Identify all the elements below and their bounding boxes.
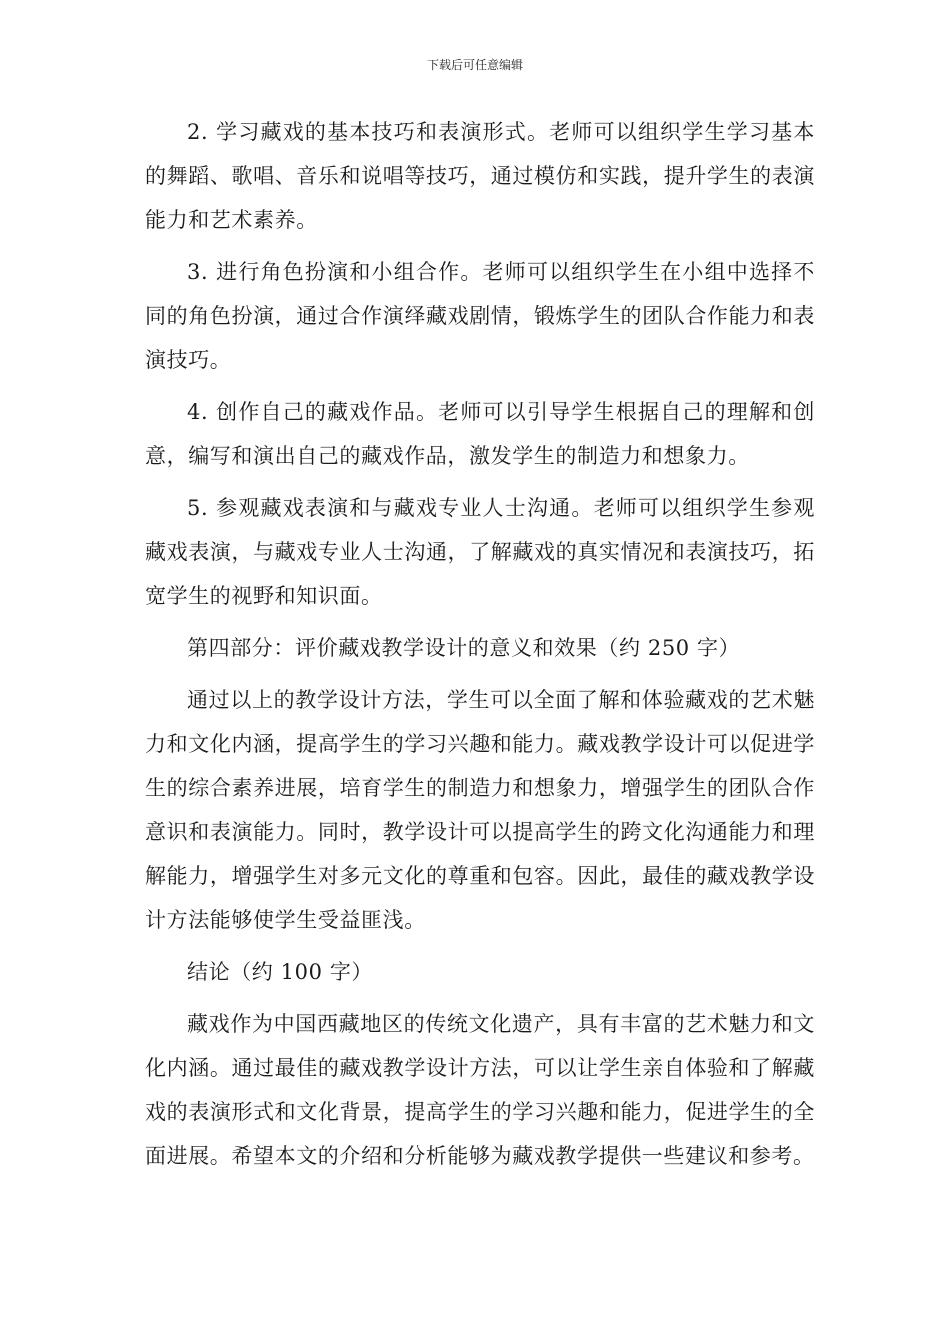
- document-body: [145, 110, 815, 1178]
- paragraph-evaluation: 通过以上的教学设计方法，学生可以全面了解和体验藏戏的艺术魅力和文化内涵，提高学生的学习兴趣和能力。藏戏教学设计可以促进学生的综合素养进展，培育学生的制造力和想象力，增强学生的团队合作意识和表演能力。同时，教学设计可以提高学生的跨文化沟通能力和理解能力，增强学生对多元文化的尊重和包容。因此，最佳的藏戏教学设计方法能够使学生受益匪浅。: [145, 688, 815, 932]
- paragraph-item-4: 4. 创作自己的藏戏作品。老师可以引导学生根据自己的理解和创意，编写和演出自己的藏戏作品，激发学生的制造力和想象力。: [145, 400, 815, 468]
- section-heading-part4: 第四部分：评价藏戏教学设计的意义和效果（约 250 字）: [187, 636, 741, 660]
- paragraph-conclusion: 藏戏作为中国西藏地区的传统文化遗产，具有丰富的艺术魅力和文化内涵。通过最佳的藏戏教学设计方法，可以让学生亲自体验和了解藏戏的表演形式和文化背景，提高学生的学习兴趣和能力，促进学生的全面进展。希望本文的介绍和分析能够为藏戏教学提供一些建议和参考。: [145, 1012, 815, 1168]
- paragraph-item-5: 5. 参观藏戏表演和与藏戏专业人士沟通。老师可以组织学生参观藏戏表演，与藏戏专业人士沟通，了解藏戏的真实情况和表演技巧，拓宽学生的视野和知识面。: [145, 496, 815, 608]
- page-header: 下载后可任意编辑: [426, 58, 523, 72]
- section-heading-conclusion: 结论（约 100 字）: [187, 960, 374, 984]
- paragraph-item-2: 2. 学习藏戏的基本技巧和表演形式。老师可以组织学生学习基本的舞蹈、歌唱、音乐和说唱等技巧，通过模仿和实践，提升学生的表演能力和艺术素养。: [145, 120, 815, 232]
- paragraph-item-3: 3. 进行角色扮演和小组合作。老师可以组织学生在小组中选择不同的角色扮演，通过合作演绎藏戏剧情，锻炼学生的团队合作能力和表演技巧。: [145, 260, 815, 372]
